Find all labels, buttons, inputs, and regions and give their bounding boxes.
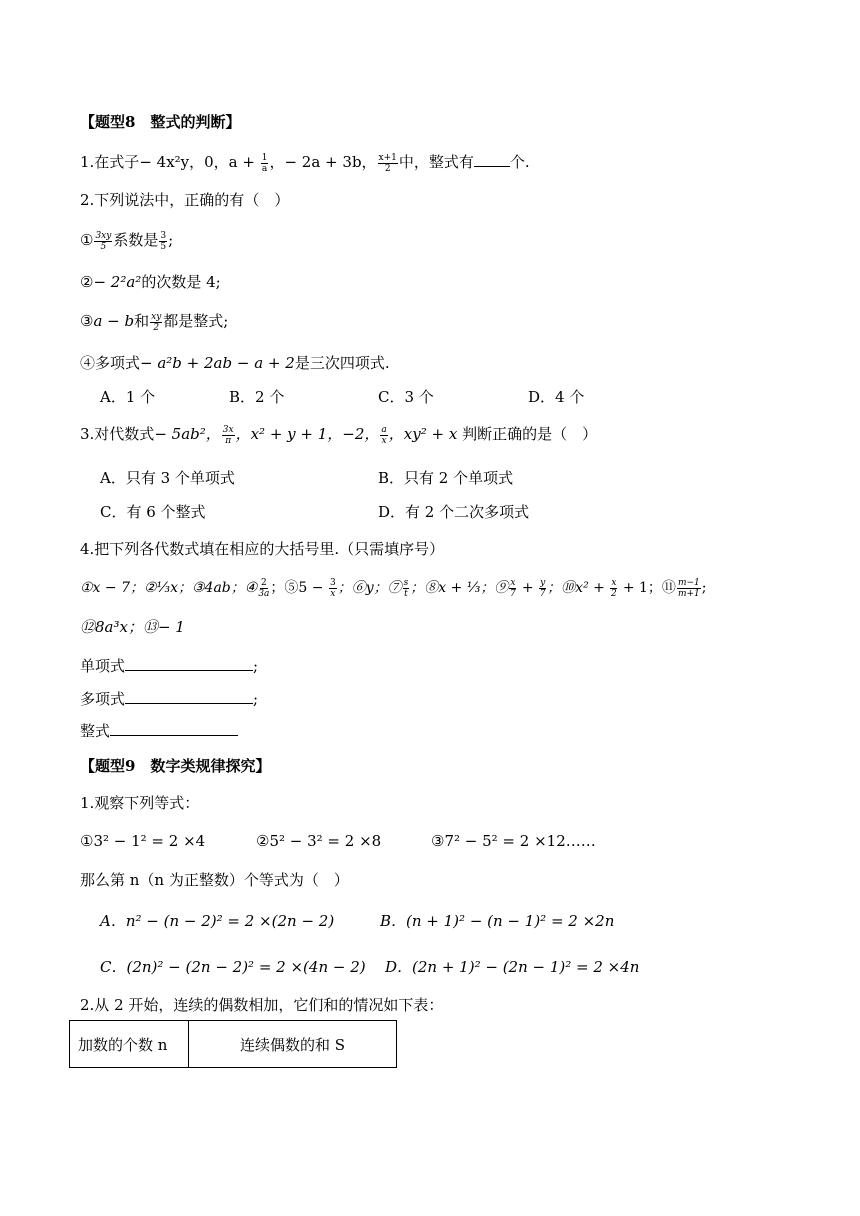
item-frac-2 bbox=[159, 231, 167, 252]
equation-1: ①3² − 1² = 2 ×4 bbox=[80, 832, 206, 850]
frac-den: 7 bbox=[510, 588, 516, 599]
item-num: ① bbox=[80, 231, 94, 249]
frac-den: 3a bbox=[258, 588, 270, 599]
frac-den: 7 bbox=[539, 588, 546, 599]
whole-expression-blank[interactable] bbox=[110, 735, 238, 736]
item-math: − a²b + 2ab − a + 2 bbox=[140, 354, 295, 372]
q1-math: − 4x²y，0，a + bbox=[139, 153, 260, 171]
question-8-2-item-3 bbox=[80, 310, 228, 333]
equation-3: ③7² − 5² = 2 ×12…… bbox=[431, 832, 596, 850]
option-c[interactable]: C．有 6 个整式 bbox=[100, 503, 206, 521]
list-part: ；⑤5 − bbox=[270, 580, 328, 596]
item-text-2: 是三次四项式. bbox=[294, 354, 390, 372]
q3-math-3: ，xy² + x bbox=[388, 425, 458, 443]
frac-num: s bbox=[403, 577, 409, 588]
answer-blank[interactable] bbox=[474, 166, 510, 167]
q3-frac-2 bbox=[380, 425, 387, 446]
frac-den: m+1 bbox=[677, 588, 700, 599]
section-8-title: 【题型8 整式的判断】 bbox=[80, 113, 241, 131]
frac-num: x+1 bbox=[378, 152, 397, 163]
q3-text: 3.对代数式 bbox=[80, 425, 155, 443]
semicolon: ; bbox=[253, 657, 259, 675]
option-a[interactable]: A．n² − (n − 2)² = 2 ×(2n − 2) bbox=[100, 912, 335, 930]
item-math: − 2²a² bbox=[93, 273, 142, 291]
question-9-2-stem: 2.从 2 开始，连续的偶数相加，它们和的情况如下表： bbox=[80, 996, 444, 1014]
table-header-sum: 连续偶数的和 S bbox=[189, 1021, 397, 1068]
frac-den: x bbox=[330, 588, 336, 599]
frac-den: 2 bbox=[610, 588, 617, 599]
item-text: 系数是 bbox=[113, 231, 159, 249]
frac-num: 3 bbox=[160, 230, 167, 241]
q1-frac-1 bbox=[261, 153, 269, 174]
frac-num: 3xy bbox=[95, 230, 112, 241]
frac-den: x bbox=[381, 435, 387, 446]
item-text: 和 bbox=[134, 312, 150, 330]
whole-expression-label: 整式 bbox=[80, 722, 111, 740]
item-text: 的次数是 4; bbox=[141, 273, 221, 291]
frac-den: t bbox=[404, 588, 408, 599]
list-part: ①x − 7；②⅓x；③4ab；④ bbox=[80, 580, 258, 596]
item-frac bbox=[94, 231, 112, 252]
frac-num: xy bbox=[151, 311, 162, 322]
option-a[interactable]: A．1 个 bbox=[100, 388, 156, 406]
list-part: ；⑩x² + bbox=[547, 580, 610, 596]
list-frac bbox=[258, 578, 269, 599]
question-8-1 bbox=[80, 151, 530, 174]
question-8-4-stem: 4.把下列各代数式填在相应的大括号里.（只需填序号） bbox=[80, 540, 445, 558]
option-d[interactable]: D．(2n + 1)² − (2n − 1)² = 2 ×4n bbox=[385, 958, 640, 976]
question-8-4-list-line-1 bbox=[80, 577, 706, 599]
table-header-count: 加数的个数 n bbox=[70, 1021, 189, 1068]
frac-den: 5 bbox=[100, 241, 107, 252]
list-part: + 1；⑪ bbox=[618, 580, 676, 596]
question-8-2-item-4 bbox=[80, 352, 390, 374]
q3-tail: 判断正确的是（ ） bbox=[462, 425, 598, 443]
q1-text: 1.在式子 bbox=[80, 153, 140, 171]
question-9-1-stem: 1.观察下列等式： bbox=[80, 794, 200, 812]
frac-num: m−1 bbox=[677, 577, 700, 588]
item-text-2: 都是整式; bbox=[163, 312, 229, 330]
list-frac bbox=[329, 578, 337, 599]
frac-num: 3 bbox=[329, 577, 336, 588]
list-part: ；⑧x + ⅓；⑨ bbox=[410, 580, 509, 596]
monomial-label: 单项式 bbox=[80, 657, 126, 675]
item-end: ; bbox=[168, 231, 174, 249]
item-math: a − b bbox=[93, 312, 135, 330]
item-num: ② bbox=[80, 273, 94, 291]
option-b[interactable]: B．只有 2 个单项式 bbox=[378, 469, 514, 487]
question-8-2-item-1 bbox=[80, 229, 173, 252]
question-8-2-item-2 bbox=[80, 271, 221, 293]
q3-math-2: ，x² + y + 1，−2， bbox=[235, 425, 380, 443]
sum-table bbox=[69, 1020, 397, 1068]
q1-end: 个. bbox=[509, 153, 530, 171]
frac-num: 1 bbox=[261, 152, 268, 163]
frac-num: x bbox=[510, 577, 516, 588]
list-part: ；⑥y；⑦ bbox=[337, 580, 402, 596]
option-d[interactable]: D．4 个 bbox=[528, 388, 585, 406]
polynomial-blank[interactable] bbox=[125, 703, 253, 704]
list-frac bbox=[539, 578, 546, 599]
frac-num: a bbox=[381, 424, 387, 435]
list-frac bbox=[509, 578, 516, 599]
q1-frac-2 bbox=[378, 153, 398, 174]
equation-2: ②5² − 3² = 2 ×8 bbox=[256, 832, 382, 850]
question-8-4-list-line-2: ⑫8a³x；⑬− 1 bbox=[80, 618, 185, 636]
question-9-1-ask: 那么第 n（n 为正整数）个等式为（ ） bbox=[80, 871, 349, 889]
option-c[interactable]: C．(2n)² − (2n − 2)² = 2 ×(4n − 2) bbox=[100, 958, 366, 976]
list-frac bbox=[610, 578, 617, 599]
list-frac bbox=[403, 578, 410, 599]
item-text: ④多项式 bbox=[80, 354, 141, 372]
list-part: + bbox=[517, 580, 539, 596]
option-d[interactable]: D．有 2 个二次多项式 bbox=[378, 503, 530, 521]
polynomial-label: 多项式 bbox=[80, 690, 126, 708]
frac-den: 5 bbox=[160, 241, 167, 252]
semicolon: ; bbox=[253, 690, 259, 708]
frac-den: 2 bbox=[384, 163, 391, 174]
whole-expression-line bbox=[80, 720, 238, 742]
option-a[interactable]: A．只有 3 个单项式 bbox=[100, 469, 235, 487]
polynomial-line bbox=[80, 688, 258, 710]
q1-tail: 中，整式有 bbox=[398, 153, 474, 171]
list-part: ; bbox=[701, 580, 707, 596]
item-frac bbox=[150, 312, 162, 333]
frac-num: 3x bbox=[222, 424, 234, 435]
q3-frac-1 bbox=[222, 425, 235, 446]
frac-den: a bbox=[261, 163, 268, 174]
monomial-line bbox=[80, 655, 258, 677]
frac-num: 2 bbox=[261, 577, 267, 588]
question-8-2-stem: 2.下列说法中，正确的有（ ） bbox=[80, 191, 290, 209]
option-b[interactable]: B．(n + 1)² − (n − 1)² = 2 ×2n bbox=[380, 912, 615, 930]
frac-den: 2 bbox=[153, 322, 160, 333]
list-frac bbox=[677, 578, 701, 599]
question-8-3 bbox=[80, 423, 597, 446]
option-b[interactable]: B．2 个 bbox=[229, 388, 285, 406]
q3-math-1: − 5ab²， bbox=[154, 425, 221, 443]
frac-den: π bbox=[225, 435, 232, 446]
q1-math-2: ，− 2a + 3b， bbox=[269, 153, 377, 171]
option-c[interactable]: C．3 个 bbox=[378, 388, 434, 406]
table-row bbox=[70, 1021, 397, 1068]
frac-num: y bbox=[540, 577, 546, 588]
monomial-blank[interactable] bbox=[125, 670, 253, 671]
frac-num: x bbox=[611, 577, 617, 588]
section-9-title: 【题型9 数字类规律探究】 bbox=[80, 757, 271, 775]
item-num: ③ bbox=[80, 312, 94, 330]
